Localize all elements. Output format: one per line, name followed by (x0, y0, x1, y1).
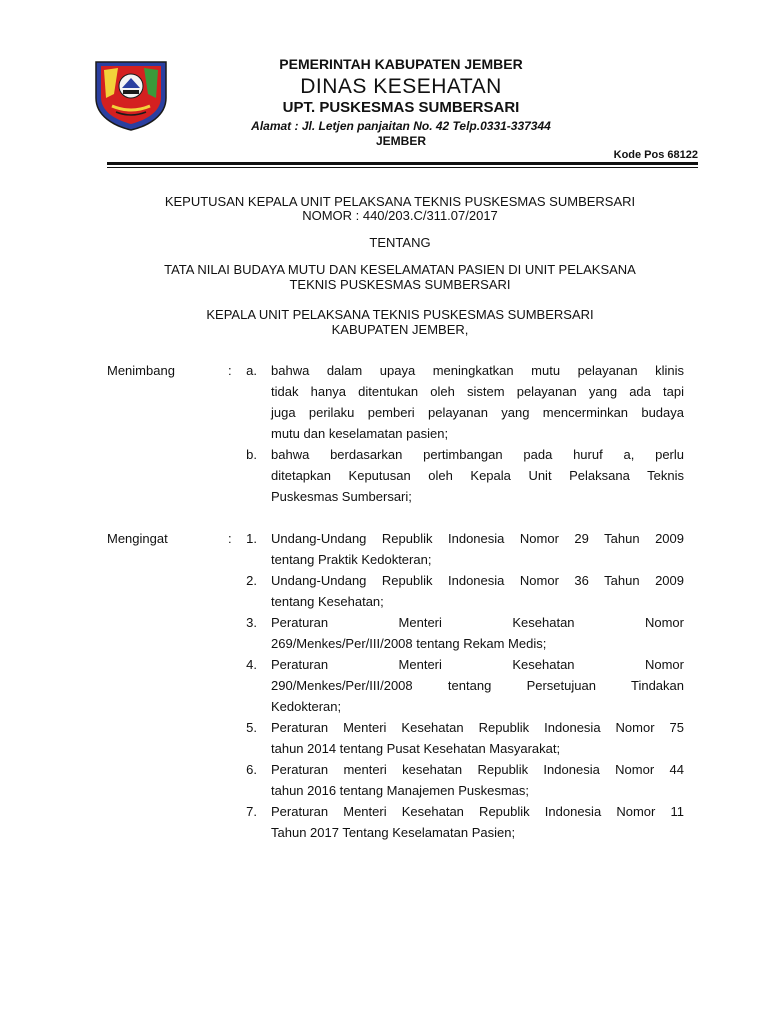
item-marker: 7. (246, 804, 257, 819)
text-line: Tahun 2017 Tentang Keselamatan Pasien; (271, 825, 516, 840)
postal-code: Kode Pos 68122 (613, 149, 698, 161)
decree-title: KEPUTUSAN KEPALA UNIT PELAKSANA TEKNIS PUSKESMAS SUMBERSARI (164, 194, 636, 209)
item-text (271, 801, 684, 843)
text-line: Puskesmas Sumbersari; (271, 489, 412, 504)
menimbang-label: Menimbang (107, 363, 175, 378)
mengingat-label: Mengingat (107, 531, 168, 546)
item-marker: 6. (246, 762, 257, 777)
mengingat-colon: : (228, 531, 232, 546)
text-line: tidak hanya ditentukan oleh sistem pelayanan yang ada tapi (271, 384, 684, 399)
text-line: 269/Menkes/Per/III/2008 tentang Rekam Medis; (271, 636, 547, 651)
item-marker: 4. (246, 657, 257, 672)
menimbang-colon: : (228, 363, 232, 378)
item-text (271, 654, 684, 717)
item-text (271, 528, 684, 570)
text-line: mutu dan keselamatan pasien; (271, 426, 449, 441)
text-line: juga perilaku pemberi pelayanan yang mencerminkan budaya (271, 405, 684, 420)
text-line: Kedokteran; (271, 699, 342, 714)
letterhead-rule-thin (107, 167, 698, 168)
jember-regency-emblem (92, 54, 170, 132)
decree-number: NOMOR : 440/203.C/311.07/2017 (302, 208, 498, 223)
issuer-line2: KABUPATEN JEMBER, (331, 322, 469, 337)
decree-subject-line1: TATA NILAI BUDAYA MUTU DAN KESELAMATAN PASIEN DI UNIT PELAKSANA (164, 262, 636, 277)
agency-name: DINAS KESEHATAN (300, 75, 502, 98)
text-line: tentang Kesehatan; (271, 594, 384, 609)
item-text (271, 360, 684, 444)
item-text (271, 444, 684, 507)
item-text (271, 612, 684, 654)
text-line: ditetapkan Keputusan oleh Kepala Unit Pelaksana Teknis (271, 468, 684, 483)
text-line: tahun 2014 tentang Pusat Kesehatan Masyarakat; (271, 741, 561, 756)
item-marker: 5. (246, 720, 257, 735)
unit-name: UPT. PUSKESMAS SUMBERSARI (282, 99, 520, 116)
address-line: Alamat : Jl. Letjen panjaitan No. 42 Telp.0331-337344 (251, 119, 551, 133)
item-marker: b. (246, 447, 257, 462)
item-text (271, 570, 684, 612)
text-line: Peraturan Menteri Kesehatan Nomor (271, 657, 684, 672)
text-line: bahwa berdasarkan pertimbangan pada huruf a, perlu (271, 447, 684, 462)
text-line: tentang Praktik Kedokteran; (271, 552, 432, 567)
text-line: tahun 2016 tentang Manajemen Puskesmas; (271, 783, 530, 798)
item-text (271, 759, 684, 801)
text-line: Peraturan menteri kesehatan Republik Indonesia Nomor 44 (271, 762, 684, 777)
text-line: 290/Menkes/Per/III/2008 tentang Persetujuan Tindakan (271, 678, 684, 693)
item-marker: 2. (246, 573, 257, 588)
text-line: Undang-Undang Republik Indonesia Nomor 29 Tahun 2009 (271, 531, 684, 546)
text-line: Peraturan Menteri Kesehatan Republik Indonesia Nomor 75 (271, 720, 684, 735)
item-text (271, 717, 684, 759)
item-marker: a. (246, 363, 257, 378)
city-name: JEMBER (375, 134, 426, 148)
government-name: PEMERINTAH KABUPATEN JEMBER (279, 56, 523, 72)
letterhead-rule-thick (107, 162, 698, 165)
text-line: Peraturan Menteri Kesehatan Republik Indonesia Nomor 11 (271, 804, 684, 819)
text-line: Undang-Undang Republik Indonesia Nomor 36 Tahun 2009 (271, 573, 684, 588)
decree-tentang: TENTANG (369, 235, 431, 250)
item-marker: 1. (246, 531, 257, 546)
item-marker: 3. (246, 615, 257, 630)
decree-subject-line2: TEKNIS PUSKESMAS SUMBERSARI (289, 277, 511, 292)
text-line: bahwa dalam upaya meningkatkan mutu pelayanan klinis (271, 363, 684, 378)
text-line: Peraturan Menteri Kesehatan Nomor (271, 615, 684, 630)
issuer-line1: KEPALA UNIT PELAKSANA TEKNIS PUSKESMAS SUMBERSARI (206, 307, 594, 322)
